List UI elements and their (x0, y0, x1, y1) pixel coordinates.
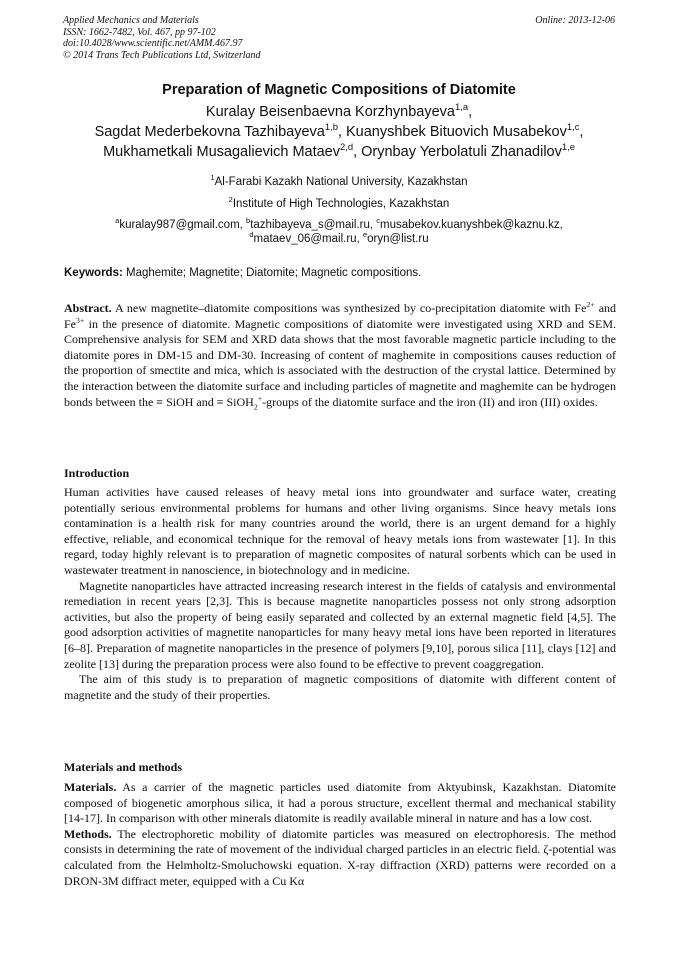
paper-title: Preparation of Magnetic Compositions of Diatomite (162, 82, 516, 98)
paragraph: Human activities have caused releases of heavy metal ions into groundwater and surface water, creating potentially serious environmental problems for humans and other living organisms. Since heavy metals ions contamination is a health risk for many countries around the world, there is an urgent demand for a highly effective, reliable, and economical technique for the removal of heavy metals ions from wastewater [1]. In this regard, today highly relevant is to preparation of magnetic composites of natural sorbents which can be used in wastewater treatment in nanoscience, in biotechnology and in medicine. (64, 485, 616, 577)
keywords-label: Keywords: (64, 267, 123, 279)
author-name: Mukhametkali Musagalievich Mataev (103, 144, 340, 160)
paragraph: Materials. As a carrier of the magnetic particles used diatomite from Aktyubinsk, Kazakhstan. Diatomite composed of biogenetic amorphous silica, it had a porous structure, excellent thermal and mechanical stability [14-17]. In comparison with other minerals diatomite is readily available mineral in nature and has a low cost. (64, 780, 616, 826)
author-list: Kuralay Beisenbaevna Korzhynbayeva$^{1,a}$, Sagdat Mederbekovna Tazhibayeva$^{1,b}$, Kuanyshbek Bituovich Musabekov$^{1,c}$, Mukhametkali Musagalievich Mataev$^{2,d}$, Orynbay Yerbolatuli Zhanadilov$^{1,e}$ (94, 101, 584, 160)
section-heading-introduction: Introduction (64, 466, 130, 480)
journal-copyright: © 2014 Trans Tech Publications Ltd, Switzerland (63, 49, 261, 61)
journal-name: Applied Mechanics and Materials (63, 15, 199, 26)
paragraph: Magnetite nanoparticles have attracted increasing research interest in the fields of catalysis and environmental remediation in recent years [2,3]. This is because magnetite nanoparticles possess not only strong adsorption activities, but also the property of being easily separated and collected by an external magnetic field [4,5]. The good adsorption activities of magnetite nanoparticles for many heavy metal ions have been reported in literatures [6–8]. Preparation of magnetite nanoparticles in the presence of polymers [9,10], porous silica [11], clays [12] and zeolite [13] during the preparation process were also found to be effective to prevent coaggregation. (64, 578, 616, 671)
email-link[interactable]: tazhibayeva_s@mail.ru (250, 219, 370, 231)
author-sup: 1,a (454, 101, 469, 113)
email-link[interactable]: mataev_06@mail.ru (253, 233, 357, 245)
author-name: Sagdat Mederbekovna Tazhibayeva (94, 124, 325, 140)
affiliation-2: $^2$Institute of High Technologies, Kazakhstan (228, 195, 450, 210)
email-link[interactable]: musabekov.kuanyshbek@kaznu.kz (380, 219, 560, 231)
author-sup: 1,e (561, 141, 575, 153)
keywords-text: Maghemite; Magnetite; Diatomite; Magnetic compositions. (126, 267, 422, 279)
journal-issn: ISSN: 1662-7482, Vol. 467, pp 97-102 (63, 26, 216, 38)
materials-body (64, 780, 616, 889)
paragraph: The aim of this study is to preparation of magnetic compositions of diatomite with different content of magnetite and the study of their properties. (64, 672, 616, 702)
affiliation-1: $^1$Al-Farabi Kazakh National University, Kazakhstan (210, 173, 468, 188)
section-heading-materials: Materials and methods (64, 760, 182, 774)
author-sup: 1,c (566, 121, 580, 133)
abstract: Abstract. A new magnetite–diatomite compositions was synthesized by co-precipitation diatomite with $Fe^{2+}$ and $Fe^{3+}$ in the presence of diatomite. Magnetic compositions of diatomite were investigated using XRD and SEM. Comprehensive analysis for SEM and XRD data shows that the most favorable magnetic particle including to the diatomite pores in DM-15 and DM-30. Increasing of content of maghemite in compositions causes reduction of the proportion of smectite and mica, which is associated with the destruction of the crystal lattice. Determined by the interaction between the diatomite surface and including particles of magnetite and maghemite can be hydrogen bonds between the ≡ SiOH and ≡ SiOH$_2$+-groups of the diatomite surface and the iron (II) and iron (III) oxides. (64, 300, 617, 411)
keywords (64, 267, 616, 279)
author-name: Kuralay Beisenbaevna Korzhynbayeva (205, 104, 455, 120)
author-name: Orynbay Yerbolatuli Zhanadilov (361, 144, 562, 160)
journal-doi: doi:10.4028/www.scientific.net/AMM.467.97 (63, 38, 243, 49)
online-date: Online: 2013-12-06 (535, 15, 615, 26)
email-link[interactable]: kuralay987@gmail.com (119, 219, 240, 231)
email-link[interactable]: oryn@list.ru (367, 233, 429, 245)
paragraph: Methods. The electrophoretic mobility of diatomite particles was measured on electrophoresis. The method consists in determining the rate of movement of the individual charged particles in an electric field. ζ-potential was calculated from the Helmholtz-Smoluchowski equation. X-ray diffraction (XRD) patterns were recorded on a DRON-3M diffract meter, equipped with a Cu Kα (64, 826, 616, 888)
abstract-label: Abstract. (64, 301, 112, 315)
email-list: $^a$kuralay987@gmail.com, $^b$tazhibayeva_s@mail.ru, $^c$musabekov.kuanyshbek@kaznu.kz, $^d$mataev_06@mail.ru, $^e$oryn@list.ru (115, 216, 563, 245)
introduction-body (64, 485, 616, 703)
journal-header (63, 15, 615, 61)
author-sup: 2,d (340, 141, 354, 153)
author-name: Kuanyshbek Bituovich Musabekov (345, 124, 567, 140)
author-sup: 1,b (324, 121, 338, 133)
